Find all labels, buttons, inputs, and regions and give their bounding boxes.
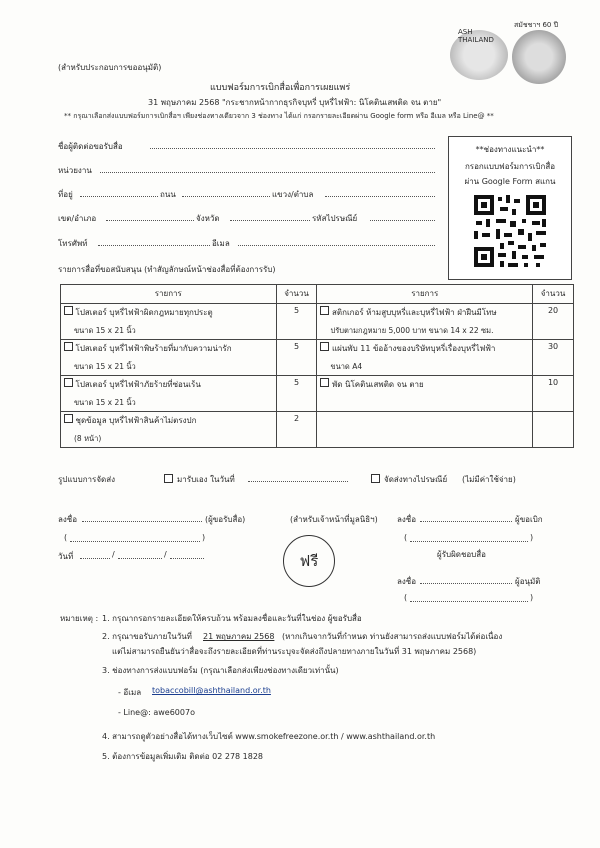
anniversary-seal: สมัชชาฯ 60 ปี bbox=[512, 30, 566, 84]
org-field[interactable] bbox=[100, 172, 435, 173]
email-channel-label: - อีเมล bbox=[118, 688, 142, 697]
requester-sign-field[interactable] bbox=[82, 521, 202, 522]
note-2c: แต่ไม่สามารถยืนยันว่าสื่อจะถึงรายละเอียดที่ท่านระบุจะจัดส่งถึงปลายทางภายในวันที่ 31 พฤษภาคม 2568) bbox=[112, 647, 477, 656]
ash-logo: ASH THAILAND bbox=[450, 30, 508, 80]
list-item: โปสเตอร์ บุหรี่ไฟฟ้าภัยร้ายที่ซ่อนเร้น ขนาด 15 x 21 นิ้ว bbox=[61, 376, 277, 412]
empty-cell bbox=[533, 412, 574, 448]
item-qty: 10 bbox=[533, 376, 574, 412]
requester-name-field[interactable] bbox=[70, 541, 200, 542]
staff-note: (สำหรับเจ้าหน้าที่มูลนิธิฯ) bbox=[290, 515, 378, 524]
item-qty: 2 bbox=[276, 412, 317, 448]
item-checkbox[interactable] bbox=[64, 414, 73, 423]
form-subtitle: 31 พฤษภาคม 2568 "กระชากหน้ากากธุรกิจบุหรี่ บุหรี่ไฟฟ้า: นิโคตินเสพติด จน ตาย" bbox=[148, 98, 442, 107]
post-checkbox[interactable] bbox=[371, 474, 380, 483]
note-1: 1. กรุณากรอกรายละเอียดให้ครบถ้วน พร้อมลงชื่อและวันที่ในช่อง ผู้ขอรับสื่อ bbox=[102, 614, 362, 623]
issuer-name-field[interactable] bbox=[410, 541, 528, 542]
district-field[interactable] bbox=[106, 220, 194, 221]
item-checkbox[interactable] bbox=[320, 378, 329, 387]
issuer-sign-label: ลงชื่อ bbox=[397, 515, 417, 524]
address-field[interactable] bbox=[80, 196, 158, 197]
responsible-role: ผู้รับผิดชอบสื่อ bbox=[437, 550, 486, 559]
delivery-label: รูปแบบการจัดส่ง bbox=[58, 475, 115, 484]
list-item: พัด นิโคตินเสพติด จน ตาย bbox=[317, 376, 533, 412]
phone-field[interactable] bbox=[98, 245, 210, 246]
approver-name-field[interactable] bbox=[410, 601, 528, 602]
qr-line2: ผ่าน Google Form สแกน bbox=[464, 177, 556, 186]
contact-label: ชื่อผู้ติดต่อขอรับสื่อ bbox=[58, 142, 123, 151]
item-checkbox[interactable] bbox=[64, 306, 73, 315]
postcode-label: รหัสไปรษณีย์ bbox=[312, 214, 358, 223]
instruction: ** กรุณาเลือกส่งแบบฟอร์มการเบิกสื่อฯ เพียงช่องทางเดียวจาก 3 ช่องทาง ได้แก่ กรอกรายละเอียดผ่าน Google form หรือ อีเมล หรือ Line@ ** bbox=[64, 112, 494, 120]
requester-sign-label: ลงชื่อ bbox=[58, 515, 78, 524]
post-note: (ไม่มีค่าใช้จ่าย) bbox=[462, 475, 516, 484]
table-row bbox=[61, 340, 574, 376]
subdistrict-field[interactable] bbox=[325, 196, 435, 197]
list-item: สติกเกอร์ ห้ามสูบบุหรี่และบุหรี่ไฟฟ้า ฝ่าฝืนมีโทษ ปรับตามกฎหมาย 5,000 บาท ขนาด 14 x 22 ซม. bbox=[317, 304, 533, 340]
approver-sign-label: ลงชื่อ bbox=[397, 577, 417, 586]
item-qty: 5 bbox=[276, 304, 317, 340]
requester-role: (ผู้ขอรับสื่อ) bbox=[205, 515, 246, 524]
list-item: โปสเตอร์ บุหรี่ไฟฟ้าพิษร้ายที่มากับความน่ารัก ขนาด 15 x 21 นิ้ว bbox=[61, 340, 277, 376]
road-label: ถนน bbox=[160, 190, 176, 199]
item-checkbox[interactable] bbox=[64, 342, 73, 351]
approver-role: ผู้อนุมัติ bbox=[515, 577, 541, 586]
approver-sign-field[interactable] bbox=[420, 583, 512, 584]
note-2b: (หากเกินจากวันที่กำหนด ท่านยังสามารถส่งแบบฟอร์มได้ต่อเนื่อง bbox=[282, 632, 503, 641]
note-4: 4. สามารถดูตัวอย่างสื่อได้ทางเว็บไซต์ www.smokefreezone.or.th / www.ashthailand.or.th bbox=[102, 732, 436, 741]
road-field[interactable] bbox=[182, 196, 270, 197]
item-checkbox[interactable] bbox=[320, 306, 329, 315]
item-qty: 30 bbox=[533, 340, 574, 376]
email-field[interactable] bbox=[238, 245, 435, 246]
list-item: โปสเตอร์ บุหรี่ไฟฟ้าผิดกฎหมายทุกประตู ขนาด 15 x 21 นิ้ว bbox=[61, 304, 277, 340]
contact-field[interactable] bbox=[150, 148, 435, 149]
district-label: เขต/อำเภอ bbox=[58, 214, 97, 223]
email-label: อีเมล bbox=[212, 239, 230, 248]
item-checkbox[interactable] bbox=[64, 378, 73, 387]
items-table bbox=[60, 284, 574, 448]
table-row bbox=[61, 376, 574, 412]
note-5: 5. ต้องการข้อมูลเพิ่มเติม ติดต่อ 02 278 1828 bbox=[102, 752, 264, 761]
col-qty-right: จำนวน bbox=[533, 285, 574, 304]
qr-panel bbox=[448, 136, 572, 280]
item-qty: 5 bbox=[276, 376, 317, 412]
note-3: 3. ช่องทางการส่งแบบฟอร์ม (กรุณาเลือกส่งเพียงช่องทางเดียวเท่านั้น) bbox=[102, 666, 339, 675]
phone-label: โทรศัพท์ bbox=[58, 239, 88, 248]
qr-line1: กรอกแบบฟอร์มการเบิกสื่อ bbox=[464, 162, 556, 171]
qr-code-icon[interactable] bbox=[472, 193, 548, 269]
list-item: ชุดข้อมูล บุหรี่ไฟฟ้าสินค้าไม่ตรงปก (8 หน้า) bbox=[61, 412, 277, 448]
items-heading: รายการสื่อที่ขอสนับสนุน (ทำสัญลักษณ์หน้าช่องสื่อที่ต้องการรับ) bbox=[58, 265, 276, 274]
line-channel: - Line@: awe6007o bbox=[118, 708, 195, 717]
org-label: หน่วยงาน bbox=[58, 166, 92, 175]
date-year-field[interactable] bbox=[170, 558, 204, 559]
date-label: วันที่ bbox=[58, 552, 74, 561]
qr-title: **ช่องทางแนะนำ** bbox=[475, 145, 545, 154]
pickup-label: มารับเอง ในวันที่ bbox=[177, 475, 235, 484]
item-qty: 20 bbox=[533, 304, 574, 340]
pickup-checkbox[interactable] bbox=[164, 474, 173, 483]
email-link[interactable]: tobaccobill@ashthailand.or.th bbox=[152, 686, 271, 695]
date-month-field[interactable] bbox=[118, 558, 162, 559]
table-header-row bbox=[61, 285, 574, 304]
col-qty-left: จำนวน bbox=[276, 285, 317, 304]
subdistrict-label: แขวง/ตำบล bbox=[272, 190, 314, 199]
applicant-type: (สำหรับประกอบการขออนุมัติ) bbox=[58, 63, 162, 72]
notes-label: หมายเหตุ : bbox=[60, 614, 99, 623]
note-2a: 2. กรุณาขอรับภายในวันที่ bbox=[102, 632, 192, 641]
note-2-date: 21 พฤษภาคม 2568 bbox=[203, 632, 275, 641]
issuer-sign-field[interactable] bbox=[420, 521, 512, 522]
address-label: ที่อยู่ bbox=[58, 190, 73, 199]
pickup-date-field[interactable] bbox=[248, 481, 348, 482]
postcode-field[interactable] bbox=[370, 220, 435, 221]
province-label: จังหวัด bbox=[196, 214, 220, 223]
col-item-left: รายการ bbox=[61, 285, 277, 304]
item-qty: 5 bbox=[276, 340, 317, 376]
table-row bbox=[61, 304, 574, 340]
empty-cell bbox=[317, 412, 533, 448]
col-item-right: รายการ bbox=[317, 285, 533, 304]
province-field[interactable] bbox=[230, 220, 310, 221]
issuer-role: ผู้ขอเบิก bbox=[515, 515, 543, 524]
form-title: แบบฟอร์มการเบิกสื่อเพื่อการเผยแพร่ bbox=[210, 83, 351, 93]
free-stamp: ฟรี bbox=[283, 535, 335, 587]
table-row bbox=[61, 412, 574, 448]
date-day-field[interactable] bbox=[80, 558, 110, 559]
item-checkbox[interactable] bbox=[320, 342, 329, 351]
list-item: แผ่นพับ 11 ข้ออ้างของบริษัทบุหรี่เรื่องบุหรี่ไฟฟ้า ขนาด A4 bbox=[317, 340, 533, 376]
post-label: จัดส่งทางไปรษณีย์ bbox=[384, 475, 448, 484]
